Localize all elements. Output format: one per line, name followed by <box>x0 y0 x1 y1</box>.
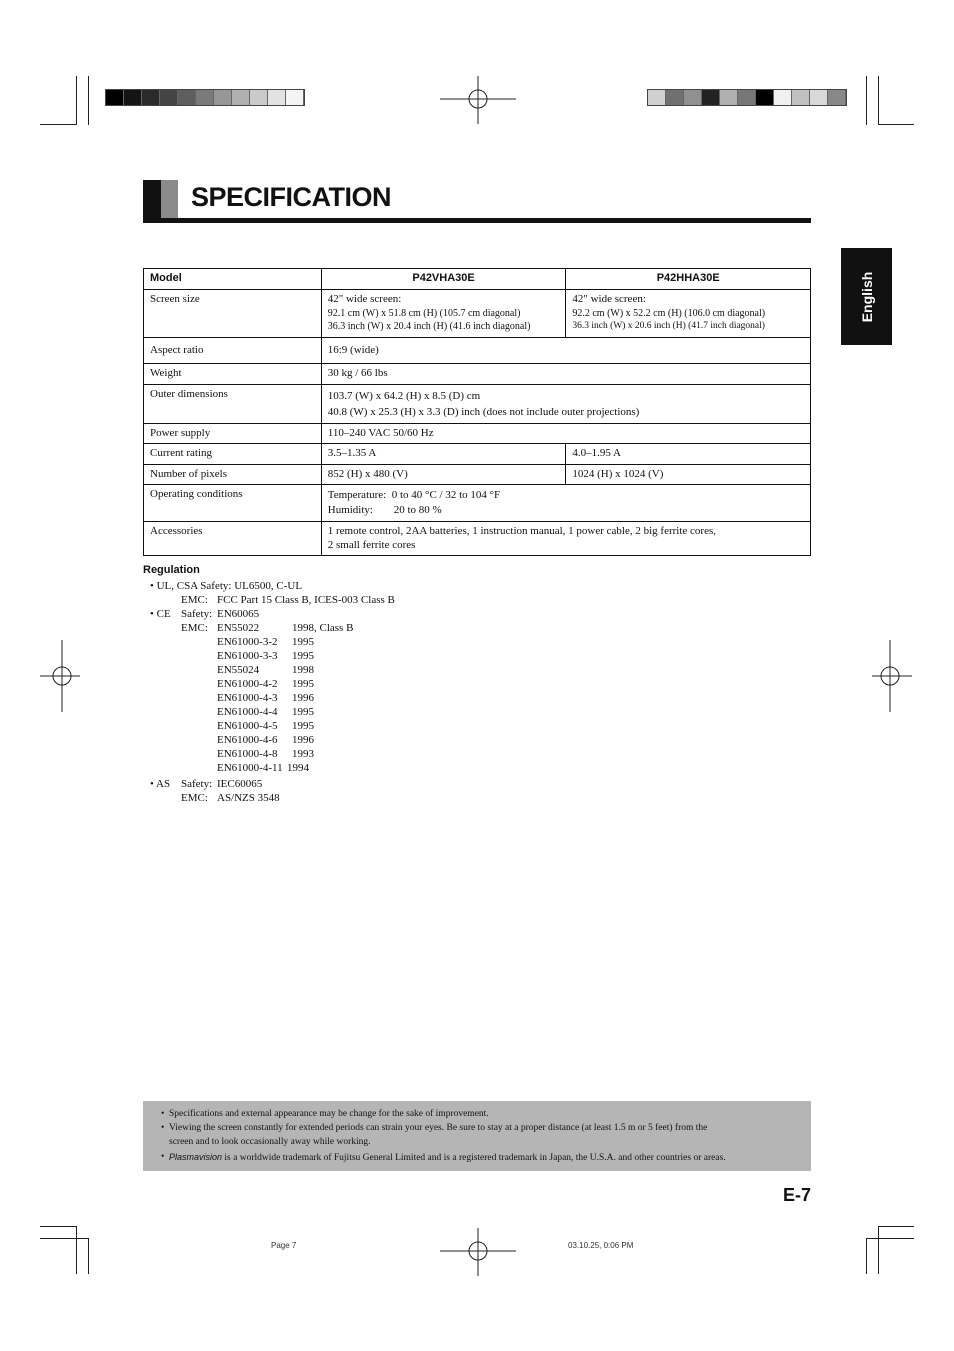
regulation-ul-line: • UL, CSA Safety: UL6500, C-UL <box>150 580 303 592</box>
cell-line: 92.2 cm (W) x 52.2 cm (H) (106.0 cm diagonal) <box>572 307 766 319</box>
cell-line: 36.3 inch (W) x 20.4 inch (H) (41.6 inch diagonal) <box>327 321 531 332</box>
ce-standard-code: EN61000-4-2 <box>217 678 278 690</box>
registration-mark-right <box>872 640 912 712</box>
row-label: Number of pixels <box>144 464 322 485</box>
row-label: Screen size <box>144 290 322 338</box>
table-row <box>144 444 811 465</box>
regulation-as-emc-value: AS/NZS 3548 <box>217 792 280 804</box>
bullet: • <box>161 1152 165 1162</box>
header-model: Model <box>144 269 322 290</box>
title-marker-gray <box>161 180 178 218</box>
cell-line: 36.3 inch (W) x 20.6 inch (H) (41.7 inch diagonal) <box>572 321 765 331</box>
note-text: screen and to look occasionally away while working. <box>169 1137 371 1147</box>
row-label: Current rating <box>144 444 322 465</box>
registration-mark-left <box>40 640 80 712</box>
ce-standard-code: EN61000-4-5 <box>217 720 278 732</box>
humidity-label: Humidity: <box>327 504 373 516</box>
table-row <box>144 384 811 423</box>
cell-value: 1024 (H) x 1024 (V) <box>566 464 811 485</box>
regulation-as-prefix: • AS <box>150 778 171 790</box>
color-bar-right <box>647 89 847 106</box>
ce-standard-row <box>217 761 353 775</box>
registration-mark-bottom <box>440 1228 516 1276</box>
ce-standard-code: EN61000-4-4 <box>217 706 278 718</box>
regulation-as-emc-label: EMC: <box>181 792 208 804</box>
ce-standard-row <box>217 649 353 663</box>
ce-standard-code: EN61000-3-3 <box>217 650 278 662</box>
ce-standard-code: EN55022 <box>217 622 260 634</box>
row-label: Operating conditions <box>144 485 322 522</box>
cell-line: 92.1 cm (W) x 51.8 cm (H) (105.7 cm diagonal) <box>327 307 521 319</box>
table-row <box>144 464 811 485</box>
temperature-label: Temperature: <box>327 489 387 501</box>
ce-standard-year: 1993 <box>292 748 314 760</box>
ce-standard-code: EN61000-4-8 <box>217 748 278 760</box>
bullet: • <box>161 1123 165 1133</box>
cell-value: 16:9 (wide) <box>321 337 810 364</box>
humidity-value: 20 to 80 % <box>393 504 442 516</box>
ce-standard-year: 1994 <box>287 762 309 774</box>
cell-value <box>321 290 566 338</box>
bullet: • <box>161 1109 165 1119</box>
ce-standard-year: 1995 <box>292 636 314 648</box>
spec-table <box>143 268 811 556</box>
ce-standard-row <box>217 719 353 733</box>
registration-mark-top <box>440 76 516 124</box>
table-header-row <box>144 269 811 290</box>
regulation-ul-emc-value: FCC Part 15 Class B, ICES-003 Class B <box>217 594 395 606</box>
regulation-ce-prefix: • CE <box>150 608 171 620</box>
ce-standard-row <box>217 621 353 635</box>
ce-standard-year: 1995 <box>292 706 314 718</box>
table-row <box>144 485 811 522</box>
cell-line: 103.7 (W) x 64.2 (H) x 8.5 (D) cm <box>327 389 481 402</box>
header-model-a: P42VHA30E <box>321 269 566 290</box>
title-block <box>143 180 811 224</box>
note-text: Viewing the screen constantly for extended periods can strain your eyes. Be sure to stay at a proper distance (at least 1.5 m or 5 feet) from the <box>169 1123 708 1133</box>
cell-line: 42" wide screen: <box>327 293 402 305</box>
title-marker-black <box>143 180 161 218</box>
table-row <box>144 290 811 338</box>
ce-standard-row <box>217 747 353 761</box>
table-row <box>144 423 811 444</box>
ce-standard-row <box>217 663 353 677</box>
color-bar-left <box>105 89 305 106</box>
table-row <box>144 364 811 385</box>
ce-standard-year: 1995 <box>292 650 314 662</box>
ce-standard-year: 1995 <box>292 720 314 732</box>
cell-value: 852 (H) x 480 (V) <box>321 464 566 485</box>
cell-line: 40.8 (W) x 25.3 (H) x 3.3 (D) inch (does not include outer projections) <box>327 405 640 418</box>
cell-value: 110–240 VAC 50/60 Hz <box>321 423 810 444</box>
ce-standard-year: 1998 <box>292 664 314 676</box>
ce-standard-row <box>217 677 353 691</box>
regulation-as-safety-value: IEC60065 <box>217 778 263 790</box>
language-tab <box>841 248 892 345</box>
row-label: Power supply <box>144 423 322 444</box>
ce-standard-year: 1996 <box>292 692 314 704</box>
cell-value: 3.5–1.35 A <box>321 444 566 465</box>
cell-value <box>566 290 811 338</box>
ce-standard-row <box>217 691 353 705</box>
row-label: Weight <box>144 364 322 385</box>
notes-box <box>143 1101 811 1171</box>
brand-logo-text: Plasmavision <box>169 1152 223 1162</box>
cell-value <box>321 522 810 556</box>
regulation-ul-emc-label: EMC: <box>181 594 208 606</box>
title-rule <box>143 218 811 223</box>
footer-timestamp: 03.10.25, 0:06 PM <box>568 1241 634 1250</box>
ce-standard-code: EN61000-4-3 <box>217 692 278 704</box>
ce-standard-code: EN61000-3-2 <box>217 636 278 648</box>
regulation-ce-emc-label: EMC: <box>181 622 208 634</box>
row-label: Aspect ratio <box>144 337 322 364</box>
footer-page: Page 7 <box>271 1241 297 1250</box>
page-title: SPECIFICATION <box>191 182 392 212</box>
cell-line: 2 small ferrite cores <box>327 538 416 551</box>
page-number: E-7 <box>782 1185 811 1205</box>
cell-value <box>321 384 810 423</box>
ce-standard-code: EN61000-4-6 <box>217 734 278 746</box>
regulation-ce-safety-value: EN60065 <box>217 608 260 620</box>
header-model-b: P42HHA30E <box>566 269 811 290</box>
cell-line <box>328 488 804 503</box>
ce-standard-code: EN61000-4-11 <box>217 762 283 774</box>
cell-value: 4.0–1.95 A <box>566 444 811 465</box>
regulation-as-safety-label: Safety: <box>181 778 213 790</box>
cell-line <box>328 503 804 518</box>
ce-standard-year: 1995 <box>292 678 314 690</box>
ce-standard-code: EN55024 <box>217 664 260 676</box>
ce-standard-year: 1998, Class B <box>292 622 354 634</box>
ce-standard-row <box>217 705 353 719</box>
note-text <box>169 1150 726 1165</box>
row-label: Accessories <box>144 522 322 556</box>
regulation-ce-safety-label: Safety: <box>181 608 213 620</box>
cell-line: 42" wide screen: <box>572 293 646 305</box>
regulation-title: Regulation <box>143 564 200 576</box>
row-label: Outer dimensions <box>144 384 322 423</box>
temperature-value: 0 to 40 °C / 32 to 104 °F <box>391 489 501 501</box>
cell-line: 1 remote control, 2AA batteries, 1 instruction manual, 1 power cable, 2 big ferrite cores, <box>327 525 716 537</box>
note-text-trademark: is a worldwide trademark of Fujitsu General Limited and is a registered trademark in Japan, the U.S.A. and other countries or areas. <box>222 1153 726 1163</box>
ce-standard-year: 1996 <box>292 734 314 746</box>
regulation-ce-standards <box>217 621 353 775</box>
ce-standard-row <box>217 635 353 649</box>
cell-value: 30 kg / 66 lbs <box>321 364 810 385</box>
table-row <box>144 522 811 556</box>
ce-standard-row <box>217 733 353 747</box>
note-text: Specifications and external appearance may be change for the sake of improvement. <box>169 1109 489 1119</box>
cell-value <box>321 485 810 522</box>
table-row <box>144 337 811 364</box>
language-tab-label: English <box>858 271 875 322</box>
